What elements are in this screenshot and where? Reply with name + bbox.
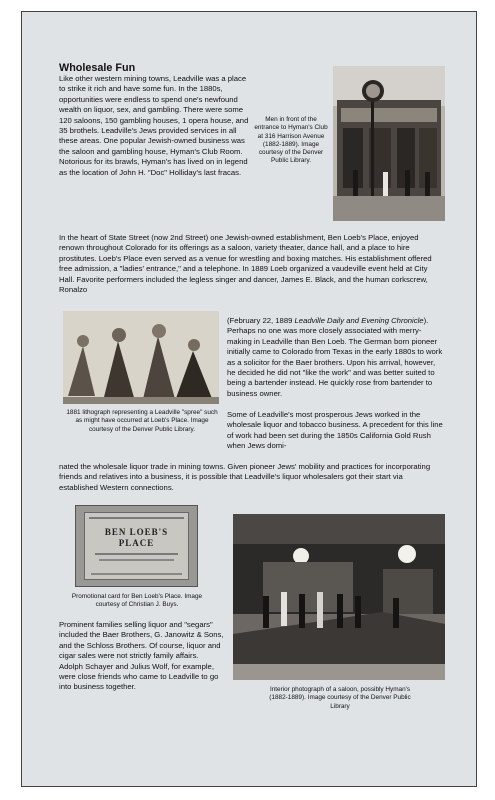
card-caption-block [64,593,210,610]
spree-lithograph [63,311,219,404]
card-name-line1: BEN LOEB'S [104,527,169,537]
chronicle-title: Leadville Daily and Evening Chronicle [294,316,424,325]
promotional-card [75,505,198,587]
chronicle-date: (February 22, 1889 [227,316,295,325]
intro-block [59,62,252,178]
wholesale-paragraph-start: Some of Leadville's most prosperous Jews worked in the wholesale liquor and tobacco business. A precedent for this line of work had been set during the 1850s California Gold Rush when Jews domi- [227,410,443,451]
paragraph-ben-loeb [59,233,442,295]
interior-caption: Interior photograph of a saloon, possibly Hyman's (1882-1889). Image courtesy of the Denver Public Library [269,686,411,710]
interior-caption-block [262,686,418,711]
card-rule-top [89,517,184,519]
wholesale-paragraph-end: nated the wholesale liquor trade in mining towns. Given pioneer Jews' mobility and practices for incorporating friends and relatives into a business, it is possible that Leadville's liquor wholesalers got their start via established Western connections. [59,462,431,492]
paragraph-ben-loeb-continued [227,316,445,399]
hymans-club-photo [333,66,445,221]
card-rule-mid [95,553,178,555]
section-title: Wholesale Fun [59,62,136,74]
paragraph-wholesale-b [59,462,443,493]
saloon-interior-photo [233,514,445,680]
paragraph-wholesale-a [227,410,443,452]
paragraph-families [59,620,224,693]
club-caption-block [254,116,328,166]
lithograph-caption: 1881 lithograph representing a Leadville "spree" such as might have occurred at Loeb's Place. Image courtesy of the Denver Public Library. [66,409,218,433]
intro-paragraph: Like other western mining towns, Leadville was a place to strike it rich and have some fun. In the 1880s, opportunities were endless to spend one's newfound wealth on liquor, sex, and gambling. There were some 120 saloons, 150 gambling houses, 1 opera house, and 35 brothels. Leadville's Jews provided services in all these areas. One popular Jewish-owned business was the saloon and gambling house, Hyman's Club Room. Notorious for its brawls, Hyman's has lived on in legend as the location of John H. "Doc" Holliday's last fracas. [59,74,249,177]
club-photo-caption: Men in front of the entrance to Hyman's Club at 316 Harrison Avenue (1882-1889). Image courtesy of the Denver Public Library. [254,116,328,165]
card-rule-low [99,559,174,561]
ben-loeb-bio: ). Perhaps no one was more closely associated with merry-making in Leadville than Ben Loeb. The German born pioneer initially came to Colorado from Texas in the early 1880s to work as a solicitor for the Baer brothers. Upon his arrival, however, he decided he did not "like the work" and was better suited to being a bartender instead. He quickly rose from bartender to business owner. [227,316,443,398]
litho-caption-block [66,409,218,434]
families-paragraph: Prominent families selling liquor and "segars" included the Baer Brothers, G. Janowitz & Sons, and the Schloss Brothers. Of course, liquor and cigar sales were not strictly family affairs. Adolph Schayer and Julius Wolf, for example, were close friends who came to Leadville to go into business together. [59,620,224,692]
ben-loeb-paragraph: In the heart of State Street (now 2nd Street) one Jewish-owned establishment, Ben Loeb's Place, enjoyed renown throughout Colorado for its offerings as a saloon, variety theater, dance hall, and a place to hire prostitutes. Loeb's Place even served as a venue for wrestling and boxing matches. His establishment offered free admission, a "ladies' entrance," and a telephone. In 1889 Loeb organized a vaudeville event held at City Hall. Favorite performers included the legless singer and dancer, James E. Black, and the human corkscrew, Ronalzo [59,233,432,295]
card-name-line2: PLACE [118,538,155,548]
card-rule-bottom [91,573,182,575]
card-face [84,512,189,580]
ben-loeb-paragraph-continued [227,316,445,399]
card-caption: Promotional card for Ben Loeb's Place. Image courtesy of Christian J. Buys. [71,593,203,609]
